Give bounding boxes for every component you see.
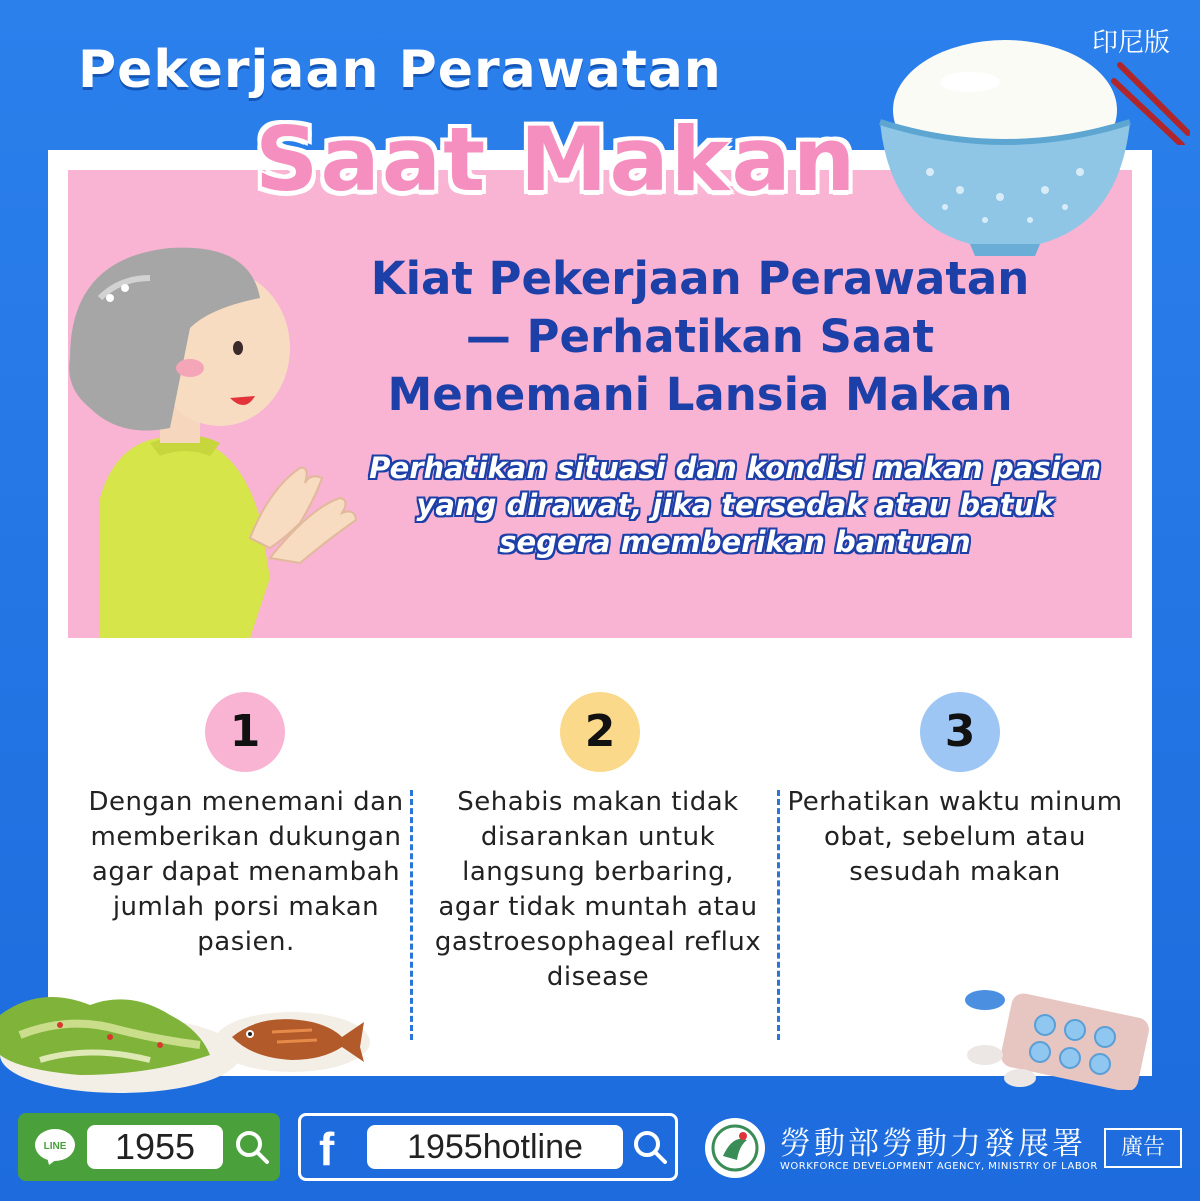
- facebook-id-field[interactable]: 1955hotline: [367, 1125, 623, 1169]
- heading-line-1: Kiat Pekerjaan Perawatan: [370, 252, 1030, 305]
- vegetable-dish-icon: [0, 975, 240, 1095]
- line-logo-text: LINE: [43, 1141, 67, 1152]
- line-id-field[interactable]: 1955: [87, 1125, 223, 1169]
- facebook-logo-icon: f: [319, 1123, 335, 1175]
- heading-line-2: — Perhatikan Saat: [465, 310, 935, 363]
- tip-2-number: 2: [560, 692, 640, 772]
- tip-3-text: Perhatikan waktu minum obat, sebelum atau sesudah makan: [787, 787, 1123, 887]
- line-logo-icon: [33, 1125, 77, 1169]
- pill-pack-icon: [960, 980, 1160, 1090]
- main-heading: [290, 250, 1110, 424]
- agency-logo-icon: [703, 1116, 767, 1180]
- title-line-1: Pekerjaan Perawatan: [78, 40, 722, 100]
- facebook-contact[interactable]: [298, 1113, 678, 1181]
- language-badge: 印尼版: [1091, 28, 1170, 58]
- line-contact[interactable]: [18, 1113, 280, 1181]
- tip-3-number: 3: [920, 692, 1000, 772]
- heading-line-3: Menemani Lansia Makan: [387, 368, 1013, 421]
- fish-dish-icon: [212, 992, 372, 1077]
- intro-description: Perhatikan situasi dan kondisi makan pasien yang dirawat, jika tersedak atau batuk segera memberikan bantuan: [369, 451, 1101, 559]
- title-line-2: Saat Makan: [255, 108, 858, 211]
- search-icon[interactable]: [233, 1128, 271, 1166]
- agency-name-zh: 勞動部勞動力發展署: [780, 1126, 1086, 1162]
- agency-name-en: WORKFORCE DEVELOPMENT AGENCY, MINISTRY OF LABOR: [780, 1161, 1098, 1172]
- tip-1-number: 1: [205, 692, 285, 772]
- rice-bowl-icon: [870, 22, 1140, 262]
- tip-1-text: Dengan menemani dan memberikan dukungan agar dapat menambah jumlah porsi makan pasien.: [88, 787, 404, 957]
- tip-2-text: Sehabis makan tidak disarankan untuk langsung berbaring, agar tidak muntah atau gastroesophageal reflux disease: [434, 787, 762, 992]
- column-divider: [777, 790, 780, 1040]
- column-divider: [410, 790, 413, 1040]
- ad-label: 廣告: [1104, 1128, 1182, 1168]
- search-icon[interactable]: [631, 1128, 669, 1166]
